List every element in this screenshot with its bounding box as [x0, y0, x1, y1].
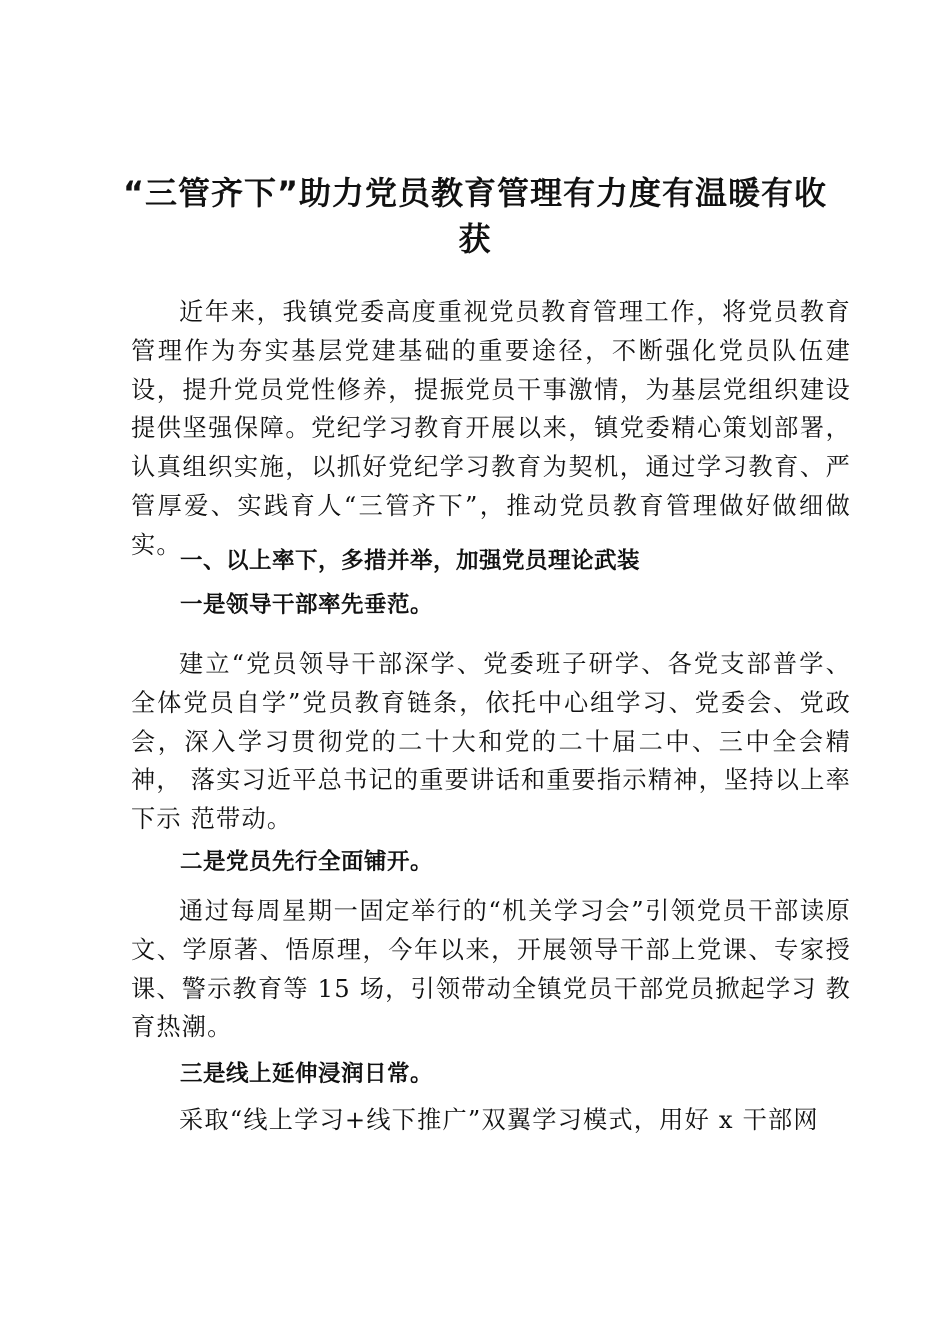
document-title: “三管齐下”助力党员教育管理有力度有温暖有收获 [122, 174, 828, 258]
subsection-paragraph-3: 采取“线上学习+线下推广”双翼学习模式，用好 x 干部网 [179, 1106, 819, 1134]
subsection-paragraph-1: 建立“党员领导干部深学、党委班子研学、各党支部普学、全体党员自学”党员教育链条，依托中心组学习、党委会、党政会，深入学习贯彻党的二十大和党的二十届二中、三中全会精神， 落实习近平总书记的重要讲话和重要指示精神，坚持以上率下示 范带动。 [131, 650, 851, 834]
intro-paragraph: 近年来，我镇党委高度重视党员教育管理工作，将党员教育管理作为夯实基层党建基础的重要途径，不断强化党员队伍建设，提升党员党性修养，提振党员干事激情，为基层党组织建设提供坚强保障。党纪学习教育开展以来，镇党委精心策划部署，认真组织实施，以抓好党纪学习教育为契机，通过学习教育、严管厚爱、实践育人“三管齐下”，推动党员教育管理做好做细做实。 [131, 298, 851, 559]
subsection-heading-2: 二是党员先行全面铺开。 [180, 849, 434, 875]
subsection-paragraph-2: 通过每周星期一固定举行的“机关学习会”引领党员干部读原文、学原著、悟原理，今年以来，开展领导干部上党课、专家授课、警示教育等 15 场，引领带动全镇党员干部党员掀起学习 教育热潮。 [131, 897, 851, 1042]
subsection-heading-1: 一是领导干部率先垂范。 [180, 592, 434, 618]
subsection-heading-3: 三是线上延伸浸润日常。 [180, 1061, 434, 1087]
section-heading: 一、以上率下，多措并举，加强党员理论武装 [180, 548, 641, 574]
